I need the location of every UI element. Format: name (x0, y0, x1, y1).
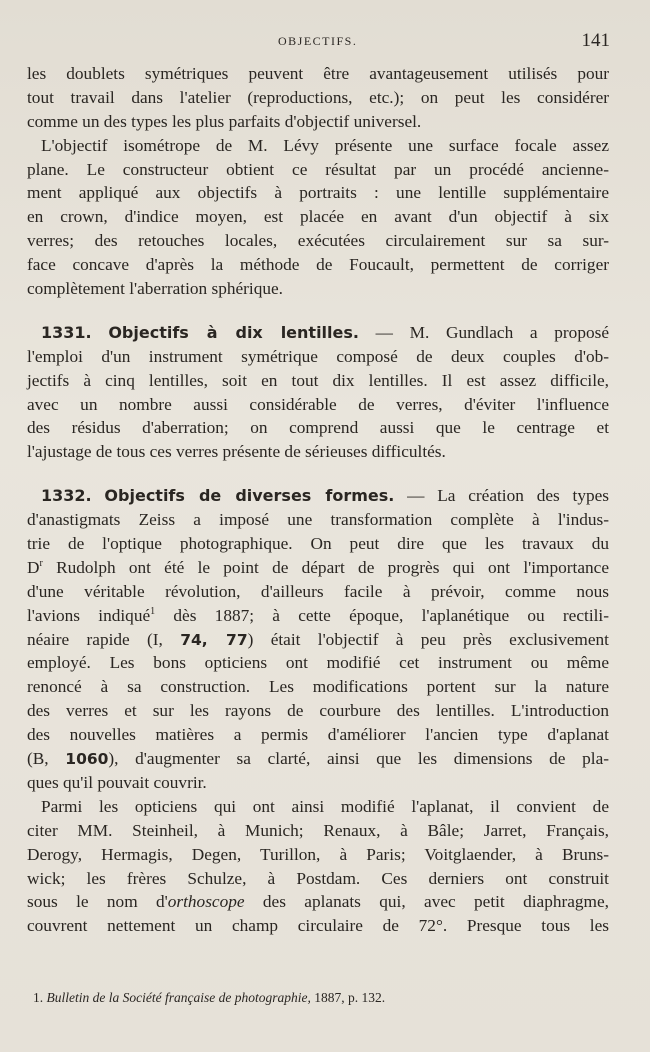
text-line: verres; des retouches locales, exécutées circulairement sur sa sur- (27, 231, 609, 251)
section-heading-line (27, 321, 609, 345)
text-line: wick; les frères Schulze, à Postdam. Ces derniers ont construit (27, 868, 609, 888)
section-1332 (27, 484, 609, 795)
text-line: employé. Les bons opticiens ont modifié cet instrument ou même (27, 653, 609, 673)
text-line: Derogy, Hermagis, Degen, Turillon, à Paris; Voitglaender, à Bruns- (27, 844, 609, 864)
text-span: néaire rapide (I, (27, 629, 181, 649)
text-line: face concave d'après la méthode de Foucault, permettent de corriger (27, 255, 609, 275)
text-line: d'une véritable révolution, d'ailleurs facile à prévoir, comme nous (27, 581, 609, 601)
text-span: dès 1887; à cette époque, l'aplanétique ou rectili- (155, 605, 609, 625)
italic-term: orthoscope (167, 892, 245, 912)
text-line: L'objectif isométrope de M. Lévy présente une surface focale assez (41, 135, 609, 155)
text-line: plane. Le constructeur obtient ce résultat par un procédé ancienne- (27, 159, 609, 179)
text-line (27, 604, 609, 628)
paragraph-opticiens (27, 795, 609, 938)
reference-bold: 1060 (65, 750, 109, 769)
text-line: des nouvelles matières a permis d'améliorer l'ancien type d'aplanat (27, 725, 609, 745)
section-title: Objectifs de diverses formes. (104, 486, 395, 506)
text-line (27, 556, 609, 580)
text-line: trie de l'optique photographique. On peut dire que les travaux du (27, 534, 609, 554)
section-number: 1332. (41, 486, 92, 506)
text-line: jectifs à cinq lentilles, soit en tout dix lentilles. Il est assez difficile, (27, 370, 609, 390)
text-line (27, 890, 609, 914)
text-span: ), d'augmenter sa clarté, ainsi que les dimensions de pla- (108, 749, 610, 769)
text-span: D (27, 557, 40, 577)
text-line (27, 628, 609, 652)
text-line: renoncé à sa construction. Les modifications portent sur la nature (27, 677, 609, 697)
text-line: en crown, d'indice moyen, est placée en avant d'un objectif à six (27, 207, 609, 227)
section-heading-line (27, 484, 609, 508)
body-text (27, 62, 609, 938)
text-line: l'emploi d'un instrument symétrique composé de deux couples d'ob- (27, 346, 609, 366)
text-span: ) était l'objectif à peu près exclusivement (247, 629, 609, 649)
paragraph-levy (27, 134, 609, 301)
reference-bold: 74, 77 (180, 630, 248, 649)
footnote-marker[interactable]: 1 (150, 605, 156, 617)
text-line (27, 747, 609, 771)
text-line: citer MM. Steinheil, à Munich; Renaux, à Bâle; Jarret, Français, (27, 820, 609, 840)
text-line: les doublets symétriques peuvent être avantageusement utilisés pour (27, 64, 609, 83)
text-span: sous le nom d' (27, 892, 168, 912)
section-1331 (27, 321, 609, 464)
text-line: complètement l'aberration sphérique. (27, 279, 283, 299)
text-line: l'ajustage de tous ces verres présente de sérieuses difficultés. (27, 442, 446, 462)
footnote-source: Bulletin de la Société française de photographie, (46, 990, 311, 1005)
superscript: r (39, 558, 43, 570)
text-span: — M. Gundlach a proposé (358, 322, 609, 342)
text-line: comme un des types les plus parfaits d'objectif universel. (27, 111, 422, 131)
footnote-citation: 1887, p. 132. (310, 990, 386, 1005)
text-span: Rudolph ont été le point de départ de progrès qui ont l'importance (42, 557, 609, 577)
text-span: des aplanats qui, avec petit diaphragme, (244, 892, 609, 912)
text-line: des résidus d'aberration; on comprend aussi que le centrage et (27, 418, 609, 438)
text-line: tout travail dans l'atelier (reproductions, etc.); on peut les considérer (27, 87, 609, 107)
section-title: Objectifs à dix lentilles. (108, 322, 359, 342)
text-span: l'avions indiqué (27, 605, 151, 625)
page-header (0, 30, 650, 54)
text-line: couvrent nettement un champ circulaire de 72°. Presque tous les (27, 916, 609, 936)
running-title: OBJECTIFS. (278, 34, 358, 48)
footnote-number: 1. (33, 990, 47, 1005)
page-number: 141 (581, 30, 610, 51)
paragraph-continuation (27, 62, 609, 134)
text-line: Parmi les opticiens qui ont ainsi modifié l'aplanat, il convient de (41, 796, 609, 816)
text-line: des verres et sur les rayons de courbure des lentilles. L'introduction (27, 701, 609, 721)
footnote (33, 990, 613, 1006)
text-line: ques qu'il pouvait couvrir. (27, 772, 207, 792)
text-span: — La création des types (394, 486, 610, 506)
text-line: avec un nombre aussi considérable de verres, d'éviter l'influence (27, 394, 609, 414)
text-span: (B, (27, 749, 66, 769)
text-line: ment appliqué aux objectifs à portraits : une lentille supplémentaire (27, 183, 609, 203)
section-number: 1331. (41, 322, 92, 342)
text-line: d'anastigmats Zeiss a imposé une transformation complète à l'indus- (27, 510, 609, 530)
